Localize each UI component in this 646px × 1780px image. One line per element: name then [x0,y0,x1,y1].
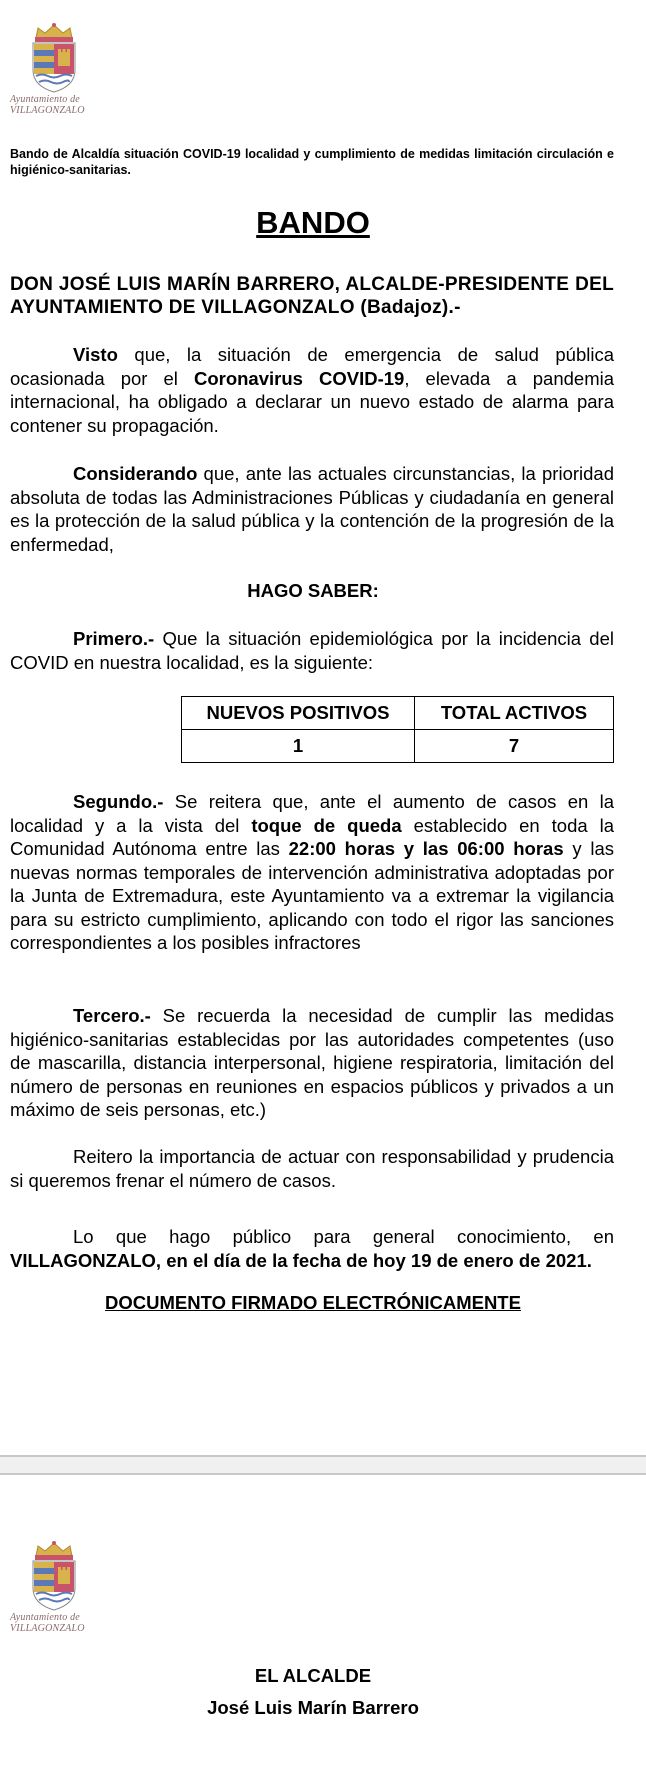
table-header-row [182,697,614,730]
paragraph-text: Que la situación epidemiológica por la incidencia del COVID en nuestra localidad, es la siguiente: [10,628,614,673]
paragraph-lead: Segundo.- [73,791,164,812]
paragraph-reitero: Reitero la importancia de actuar con responsabilidad y prudencia si queremos frenar el número de casos. [10,1146,614,1191]
document-page-2 [0,1475,646,1780]
paragraph-bold: Coronavirus COVID-19 [193,367,405,389]
document-subject: Bando de Alcaldía situación COVID-19 localidad y cumplimiento de medidas limitación circulación e higiénico-sanitarias. [10,147,614,177]
hago-saber-heading: HAGO SABER: [247,580,379,601]
paragraph-text: que, ante las actuales circunstancias, la prioridad absoluta de todas las Administraciones Públicas y ciudadanía en general es la protección de la salud pública y la contención de la progresión de la enfermedad, [10,463,614,555]
logo-caption-line2: VILLAGONZALO [10,1623,85,1634]
value-new-positives: 1 [182,730,415,763]
paragraph-primero [10,627,614,674]
paragraph-text: Se recuerda la necesidad de cumplir las medidas higiénico-sanitarias establecidas por las autoridades competentes (uso de mascarilla, distancia interpersonal, higiene respiratoria, limitación del número de personas en reuniones en espacios públicos y privados a un máximo de seis personas, etc.) [10,1005,614,1120]
page-separator [0,1455,646,1475]
municipal-logo [10,22,105,116]
paragraph-bold: VILLAGONZALO, en el día de la fecha de hoy 19 de enero de 2021. [10,1249,592,1271]
covid-stats-table [181,696,614,763]
signature-role: EL ALCALDE [254,1665,372,1686]
paragraph-text: Lo que hago público para general conocimiento, en [73,1226,614,1247]
paragraph-closing [10,1225,614,1272]
paragraph-text: , elevada a pandemia internacional, ha obligado a declarar un nuevo estado de alarma para contener su propagación. [10,367,614,436]
paragraph-visto [10,343,614,437]
paragraph-lead: Primero.- [73,628,155,649]
paragraph-text: y las nuevas normas temporales de intervención administrativa adoptadas por la Junta de Extremadura, este Ayuntamiento va a extremar la vigilancia para su estricto cumplimiento, aplicando con todo el rigor las sanciones correspondientes a los posibles infractores [10,838,614,953]
logo-caption-line2: VILLAGONZALO [10,105,85,116]
page-title: BANDO [256,205,370,240]
coat-of-arms-icon [28,1540,80,1612]
paragraph-lead: Considerando [73,463,198,484]
header-total-active: TOTAL ACTIVOS [415,697,614,730]
paragraph-text: establecido en toda la Comunidad Autónoma entre las [10,814,615,859]
signature-name: José Luis Marín Barrero [207,1697,419,1718]
municipal-logo [10,1540,105,1634]
paragraph-text: Se reitera que, ante el aumento de casos en la localidad y a la vista del [10,791,614,836]
paragraph-bold: 22:00 horas y las 06:00 horas [288,838,564,859]
header-new-positives: NUEVOS POSITIVOS [182,697,415,730]
coat-of-arms-icon [28,22,80,94]
paragraph-bold: toque de queda [251,814,402,836]
paragraph-lead: Tercero.- [73,1005,151,1026]
paragraph-tercero [10,1004,614,1122]
paragraph-segundo [10,790,614,955]
value-total-active: 7 [415,730,614,763]
paragraph-text: que, la situación de emergencia de salud pública ocasionada por el [10,344,614,389]
official-heading: DON JOSÉ LUIS MARÍN BARRERO, ALCALDE-PRESIDENTE DEL AYUNTAMIENTO DE VILLAGONZALO (Badajoz).- [10,274,614,318]
signed-electronically-note: DOCUMENTO FIRMADO ELECTRÓNICAMENTE [105,1292,521,1313]
paragraph-lead: Visto [73,344,118,365]
logo-caption-line1: Ayuntamiento de [10,1612,80,1623]
logo-caption-line1: Ayuntamiento de [10,94,80,105]
table-row [182,730,614,763]
paragraph-considerando [10,462,614,556]
